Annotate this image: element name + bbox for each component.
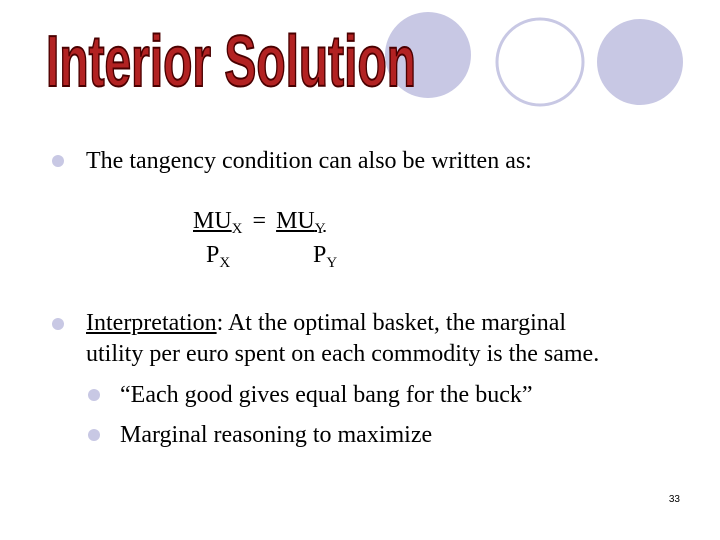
slide-title-text: Interior Solution xyxy=(46,22,416,102)
interpretation-line-1 xyxy=(86,308,566,338)
equation-numerator xyxy=(193,206,326,239)
interpretation-rest: : At the optimal basket, the marginal xyxy=(216,310,567,336)
decorative-circle xyxy=(597,19,683,105)
mu-x: $MU_X$ xyxy=(193,208,243,237)
bullet-text: The tangency condition can also be written as: xyxy=(86,148,532,174)
bullet-icon xyxy=(52,318,64,330)
sub-bullet-icon xyxy=(88,429,100,441)
sub-bullet-text: Marginal reasoning to maximize xyxy=(120,422,433,448)
interpretation-term: Interpretation xyxy=(86,310,217,336)
page-number: 33 xyxy=(668,494,680,505)
mu-y: $MU_Y$ xyxy=(276,208,326,237)
decorative-circle xyxy=(497,19,583,105)
equation-denominator-x: $P_X$ xyxy=(206,242,231,271)
sub-bullet-icon xyxy=(88,389,100,401)
equals-sign: = xyxy=(252,208,267,234)
equation-denominator-y: $P_Y$ xyxy=(313,242,338,271)
interpretation-line-2: utility per euro spent on each commodity is the same. xyxy=(86,341,600,367)
bullet-icon xyxy=(52,155,64,167)
sub-bullet-text: “Each good gives equal bang for the buck” xyxy=(120,382,533,408)
slide-title xyxy=(44,18,424,102)
